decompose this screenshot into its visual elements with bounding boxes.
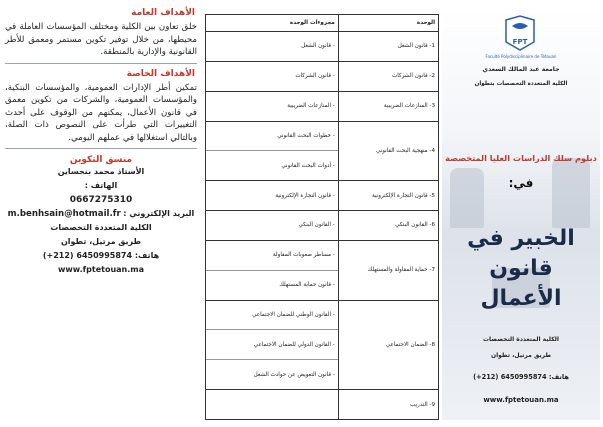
cover-address: طريق مرتيل، تطوان <box>490 352 552 359</box>
module-parts-cell <box>206 211 339 241</box>
module-part: - قانون الشركات <box>295 73 335 80</box>
table-row <box>206 121 439 181</box>
module-cell: 1- قانون الشغل <box>338 32 438 62</box>
module-parts-cell <box>206 390 339 420</box>
module-part: - قانون التجارة الإلكترونية <box>275 192 335 199</box>
email-label: البريد الإلكتروني : <box>123 209 195 218</box>
table-row <box>206 240 439 300</box>
divider <box>5 63 197 64</box>
module-part: - قانون حماية المستهلك <box>279 282 335 289</box>
table-row <box>206 390 439 420</box>
modules-table-panel <box>205 14 439 420</box>
faculty-address: طريق مرتيل، تطوان <box>60 237 142 246</box>
table-row <box>206 91 439 121</box>
faculty-line: الكلية المتعددة التخصصات بتطوان <box>474 81 568 87</box>
general-goals-title: الأهداف العامة <box>131 8 195 18</box>
module-cell: 6- القانون البنكي <box>338 211 438 241</box>
module-parts-cell <box>206 32 339 62</box>
module-cell: 8- الضمان الاجتماعي <box>338 300 438 390</box>
module-parts-cell <box>206 240 339 300</box>
col-module-header: الوحدة <box>338 15 438 32</box>
faculty-website[interactable]: www.fptetouan.ma <box>57 265 145 274</box>
faculty-name: الكلية المتعددة التخصصات <box>50 223 152 232</box>
background-figure <box>552 158 590 228</box>
module-part: - قانون الشغل <box>301 43 335 50</box>
module-part: - قانون التعويض عن حوادث الشغل <box>253 371 335 378</box>
coordinator-title: منسق التكوين <box>69 155 133 165</box>
program-title-line1: الخبير في قانون <box>467 226 575 281</box>
module-cell: 2- قانون الشركات <box>338 61 438 91</box>
specific-goals-title: الأهداف الخاصة <box>126 68 195 79</box>
modules-table <box>205 14 439 420</box>
module-cell: 7- حماية المقاولة والمستهلك <box>338 240 438 300</box>
faculty-tel: هاتف: 6450995874 (212+) <box>42 251 160 260</box>
module-part: - المنازعات الضريبية <box>287 103 335 110</box>
module-part <box>206 390 338 419</box>
module-parts-cell <box>206 300 339 390</box>
table-row <box>206 32 439 62</box>
phone-label: الهاتف : <box>84 181 118 190</box>
university-name: جامعة عبد المالك السعدي <box>482 66 560 73</box>
module-cell: 5- قانون التجارة الإلكترونية <box>338 181 438 211</box>
module-parts-cell <box>206 61 339 91</box>
coordinator-email-row <box>3 207 199 221</box>
program-title <box>442 224 600 314</box>
coordinator-phone: 0667275310 <box>69 195 133 205</box>
table-row <box>206 181 439 211</box>
divider <box>5 148 197 149</box>
coordinator-phone-row <box>3 179 199 193</box>
cover-panel <box>442 8 600 420</box>
module-part: - القانون الوطني للضمان الاجتماعي <box>206 301 338 331</box>
module-parts-cell <box>206 121 339 181</box>
module-parts-cell <box>206 91 339 121</box>
left-panel <box>3 8 199 418</box>
cover-tel: هاتف: 6450995874 (212+) <box>473 373 569 381</box>
diploma-title: دبلوم سلك الدراسات العليا المتخصصة <box>445 153 597 163</box>
table-row <box>206 211 439 241</box>
module-part: - أدوات البحث القانوني <box>281 162 335 169</box>
module-part: - خطوات البحث القانوني <box>206 122 338 152</box>
module-part: - القانون البنكي <box>298 222 335 229</box>
module-cell: 3- المنازعات الضريبية <box>338 91 438 121</box>
specific-goals-text: تمكين أطر الإدارات العمومية، والمؤسسات البنكية، والمؤسسات العمومية، والشركات من تكوين معمق في قانون الأعمال، يمكنهم من الوقوف على أحدث التغييرات التي طرأت على النصوص ذات الصلة، وبالتالي استغلالها في عملهم اليومي. <box>5 82 197 143</box>
coordinator-name: الأستاذ محمد بنحساين <box>57 167 145 176</box>
module-parts-cell <box>206 181 339 211</box>
module-cell: 9- التدريب <box>338 390 438 420</box>
in-label: في: <box>508 176 534 190</box>
col-parts-header: مجزوءات الوحدة <box>206 15 339 32</box>
program-title-line2: الأعمال <box>480 286 562 311</box>
module-cell: 4- منهجية البحث القانوني <box>338 121 438 181</box>
general-goals-text: خلق تعاون بين الكلية ومختلف المؤسسات العاملة في محيطها، من خلال توفير تكوين مستمر ومعمق للأطر القانونية والإدارية بالمنطقة. <box>5 22 197 57</box>
coordinator-email[interactable]: m.benhsain@hotmail.fr <box>7 209 121 219</box>
logo-text: FPT <box>512 38 528 46</box>
module-part: - مساطر صعوبات المقاولة <box>206 241 338 271</box>
cover-faculty: الكلية المتعددة التخصصات <box>483 336 559 343</box>
cover-website[interactable]: www.fptetouan.ma <box>483 396 559 404</box>
table-row <box>206 61 439 91</box>
fpt-logo-icon <box>502 14 538 54</box>
table-row <box>206 300 439 390</box>
logo-subtitle: Faculté Polydisciplinaire de Tétouan <box>485 54 557 59</box>
module-part: - القانون الدولي للضمان الاجتماعي <box>206 330 338 360</box>
